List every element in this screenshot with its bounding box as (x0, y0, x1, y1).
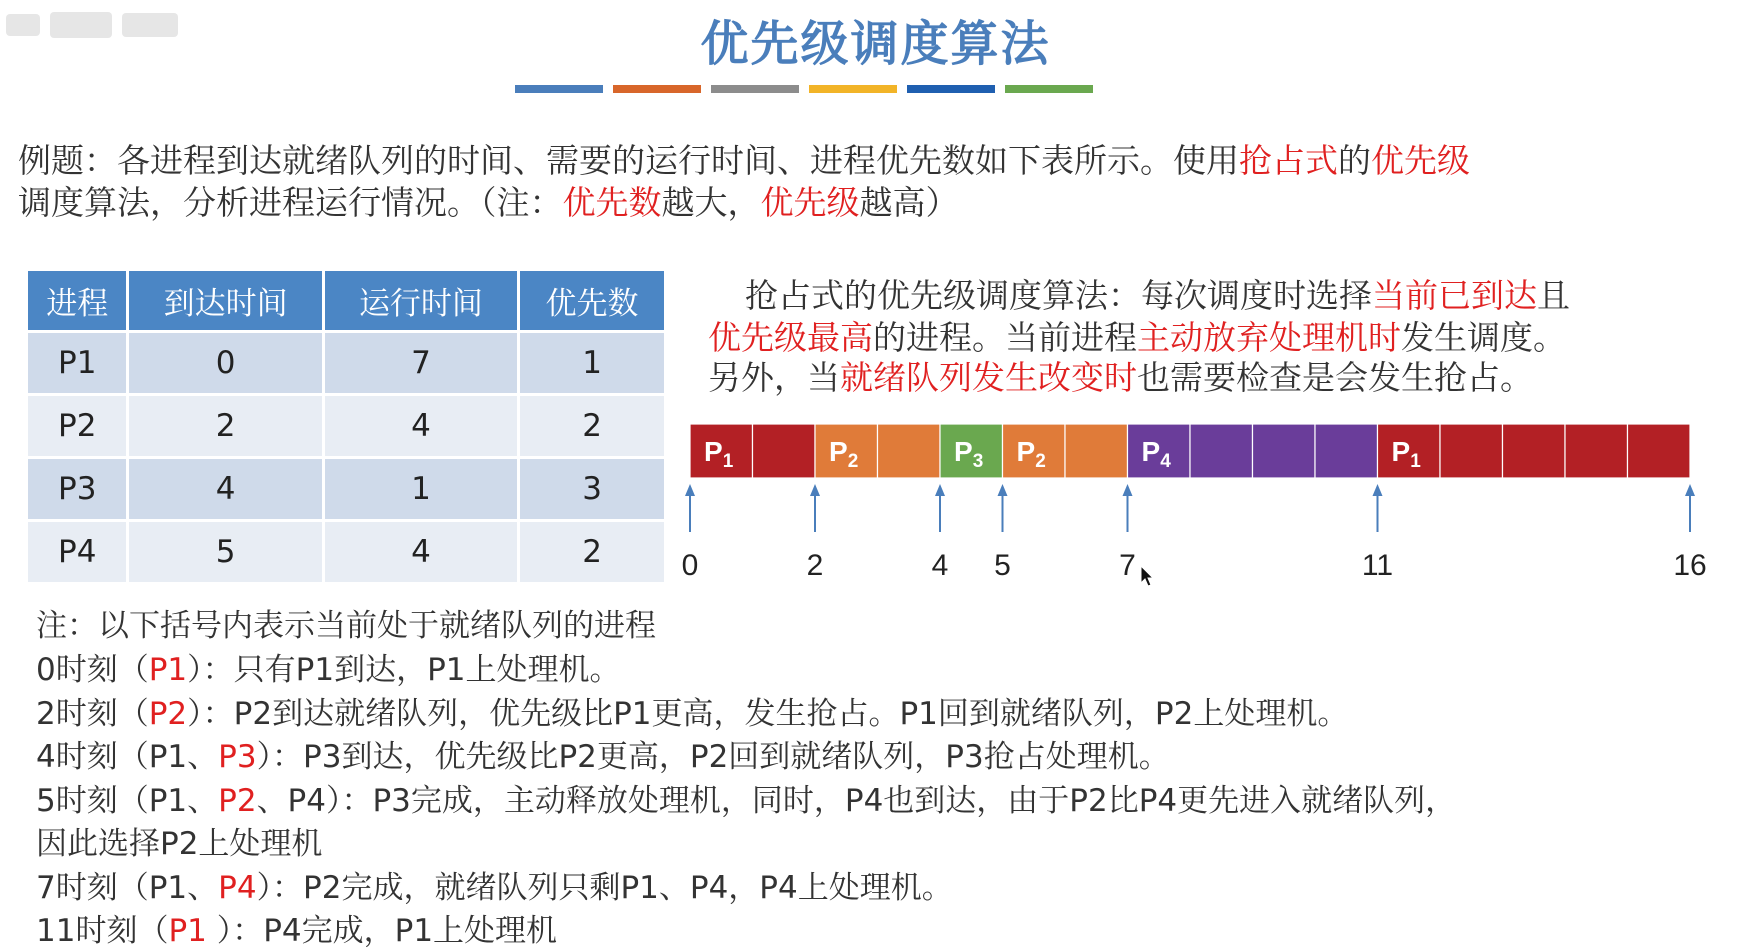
gantt-block-p1 (1378, 424, 1441, 478)
intro-text: 的 (1338, 141, 1371, 180)
description-highlight: 优先级最高 (708, 318, 873, 357)
time-tick-label: 4 (931, 549, 949, 582)
table-cell: 4 (325, 522, 520, 585)
note-text: ）：P2到达就绪队列，优先级比P1更高，发生抢占。P1回到就绪队列，P2上处理机。 (187, 696, 1349, 732)
time-arrow-head (685, 484, 695, 496)
gantt-block-label: $P_1$ (1391, 436, 1421, 472)
gantt-block-label: $P_4$ (1141, 436, 1171, 472)
underline-segment (515, 85, 603, 93)
table-cell: P4 (28, 522, 129, 585)
intro-highlight: 优先数 (562, 183, 662, 222)
gantt-block-p2 (1065, 424, 1128, 478)
gantt-block-p1 (1440, 424, 1503, 478)
table-cell: P1 (28, 333, 129, 396)
intro-text: 越大， (661, 183, 761, 222)
table-header-cell: 到达时间 (129, 271, 324, 333)
table-row (28, 396, 664, 459)
note-text: ）：P2完成，就绪队列只剩P1、P4，P4上处理机。 (256, 870, 953, 906)
note-time-7 (36, 862, 953, 907)
note-highlight: P2 (218, 783, 257, 819)
note-time-4 (36, 731, 1170, 776)
page-title: 优先级调度算法 (700, 16, 1051, 72)
intro-text: 例题：各进程到达就绪队列的时间、需要的运行时间、进程优先数如下表所示。使用 (18, 141, 1239, 180)
gantt-block-p2 (815, 424, 878, 478)
note-time-5-continued: 因此选择P2上处理机 (36, 826, 323, 862)
note-time-2 (36, 688, 1348, 733)
note-highlight: P1 (168, 913, 207, 949)
note-highlight: P1 (148, 652, 188, 688)
table-cell: 2 (129, 396, 324, 459)
table-row (28, 522, 664, 585)
description-text: 的进程。当前进程 (873, 318, 1137, 357)
note-highlight: P4 (218, 870, 257, 906)
description-text: 发生调度。 (1401, 318, 1566, 357)
note-text: 7时刻（P1、 (36, 870, 219, 906)
time-tick-label: 7 (1119, 549, 1136, 582)
note-time-5 (36, 775, 1456, 820)
table-cell: 7 (325, 333, 520, 396)
time-arrow-head (1685, 484, 1695, 496)
time-arrow-head (1123, 484, 1133, 496)
table-cell: P2 (28, 396, 129, 459)
intro-highlight: 抢占式 (1239, 141, 1338, 180)
note-time-11 (36, 905, 557, 950)
gantt-block-label: $P_2$ (1016, 436, 1046, 472)
gantt-block-p2 (1003, 424, 1066, 478)
intro-line-2 (18, 177, 1698, 224)
description-highlight: 就绪队列发生改变时 (840, 358, 1137, 397)
note-highlight: P3 (218, 739, 257, 775)
intro-text: 越高） (859, 183, 959, 222)
table-cell: 2 (520, 396, 664, 459)
time-arrow-head (810, 484, 820, 496)
underline-segment (809, 85, 897, 93)
time-tick-label: 11 (1361, 549, 1394, 582)
process-table (28, 271, 664, 585)
description-highlight: 当前已到达 (1372, 276, 1537, 315)
table-cell: 0 (129, 333, 324, 396)
gantt-block-label: $P_1$ (704, 436, 734, 472)
intro-line-1 (18, 135, 1698, 182)
time-tick-label: 16 (1673, 549, 1707, 582)
gantt-block-p1 (1503, 424, 1566, 478)
note-text: ）：只有P1到达，P1上处理机。 (187, 652, 621, 688)
gantt-block-p1 (1565, 424, 1628, 478)
note-text: ）：P4完成，P1上处理机 (206, 913, 558, 949)
table-header-cell: 运行时间 (325, 271, 520, 333)
note-text: 4时刻（P1、 (36, 739, 219, 775)
intro-text: 调度算法，分析进程运行情况。（注： (18, 183, 563, 222)
underline-segment (1005, 85, 1093, 93)
table-cell: 1 (520, 333, 664, 396)
description-text: 抢占式的优先级调度算法：每次调度时选择 (745, 276, 1372, 315)
table-row (28, 333, 664, 396)
gantt-block-p4 (1253, 424, 1316, 478)
description-text: 另外，当 (708, 358, 840, 397)
gantt-block-p1 (1628, 424, 1691, 478)
gantt-block-p2 (878, 424, 941, 478)
gantt-block-p1 (690, 424, 753, 478)
table-cell: P3 (28, 459, 129, 522)
table-cell: 4 (325, 396, 520, 459)
table-cell: 5 (129, 522, 324, 585)
table-header-cell: 进程 (28, 271, 129, 333)
time-arrow-head (998, 484, 1008, 496)
description-text: 且 (1537, 276, 1570, 315)
underline-segment (711, 85, 799, 93)
title-underline (515, 85, 1093, 93)
mouse-cursor-icon (1140, 565, 1154, 587)
note-header: 注：以下括号内表示当前处于就绪队列的进程 (36, 608, 656, 644)
note-highlight: P2 (148, 696, 188, 732)
description-line-3 (708, 352, 1533, 399)
note-text: 5时刻（P1、 (36, 783, 219, 819)
table-cell: 4 (129, 459, 324, 522)
note-text: 11时刻（ (36, 913, 169, 949)
gantt-block-p3 (940, 424, 1003, 478)
table-header-cell: 优先数 (520, 271, 664, 333)
table-cell: 3 (520, 459, 664, 522)
underline-segment (613, 85, 701, 93)
time-arrow-head (935, 484, 945, 496)
gantt-block-label: $P_3$ (954, 436, 984, 472)
intro-highlight: 优先级 (1371, 141, 1470, 180)
underline-segment (907, 85, 995, 93)
gantt-block-p4 (1128, 424, 1191, 478)
note-time-0 (36, 644, 621, 689)
time-tick-label: 2 (806, 549, 824, 582)
table-cell: 1 (325, 459, 520, 522)
note-text: ）：P3到达，优先级比P2更高，P2回到就绪队列，P3抢占处理机。 (256, 739, 1170, 775)
time-tick-label: 0 (681, 549, 699, 582)
description-text: 也需要检查是会发生抢占。 (1137, 358, 1533, 397)
description-line-1 (745, 270, 1570, 317)
description-highlight: 主动放弃处理机时 (1137, 318, 1401, 357)
intro-highlight: 优先级 (760, 183, 860, 222)
time-arrow-head (1373, 484, 1383, 496)
note-text: 、P4）：P3完成，主动释放处理机，同时，P4也到达，由于P2比P4更先进入就绪队列， (256, 783, 1457, 819)
gantt-block-p4 (1190, 424, 1253, 478)
note-text: 2时刻（ (36, 696, 149, 732)
gantt-block-p4 (1315, 424, 1378, 478)
table-row (28, 459, 664, 522)
gantt-block-p1 (753, 424, 816, 478)
note-text: 0时刻（ (36, 652, 149, 688)
time-tick-label: 5 (994, 549, 1011, 582)
gantt-block-label: $P_2$ (829, 436, 859, 472)
table-header-row (28, 271, 664, 333)
table-cell: 2 (520, 522, 664, 585)
